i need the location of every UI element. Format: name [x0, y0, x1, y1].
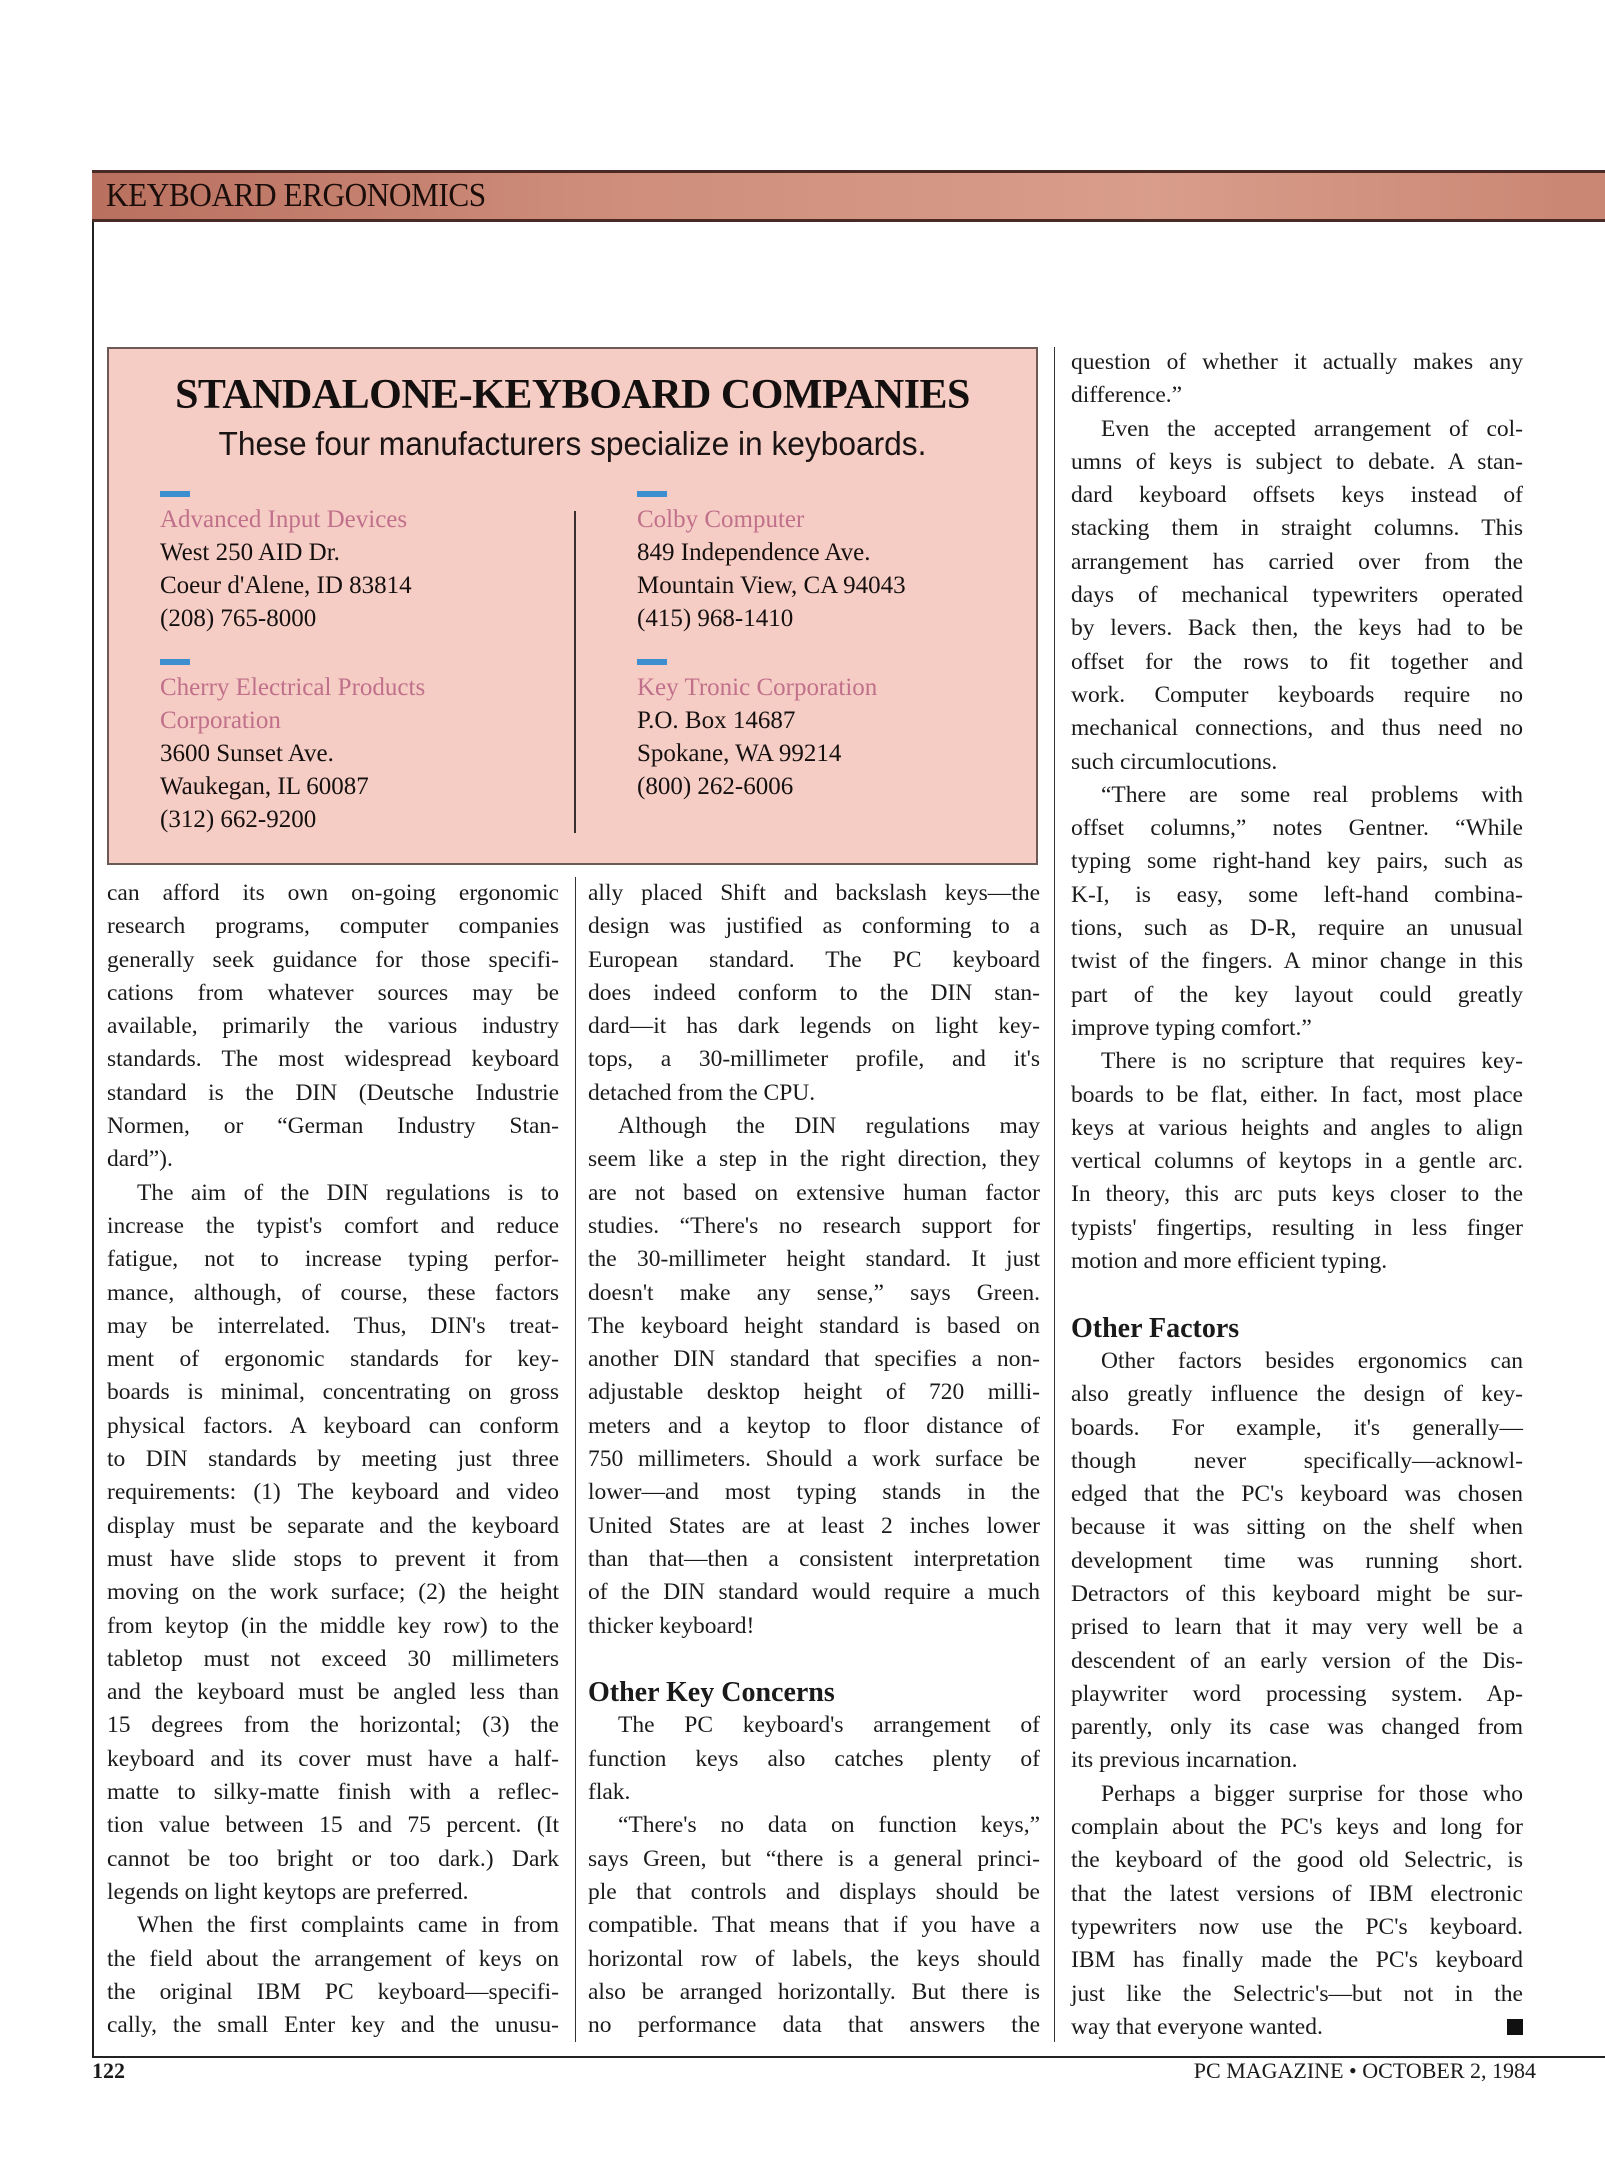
end-mark-icon	[1507, 2019, 1523, 2035]
text-line: boards to be flat, either. In fact, most place	[1071, 1081, 1523, 1108]
text-line: may be interrelated. Thus, DIN's treat-	[107, 1312, 559, 1339]
text-line: of the DIN standard would require a much	[588, 1579, 1040, 1606]
sidebar-subtitle: These four manufacturers specialize in keyboards.	[218, 425, 927, 462]
text-line: arrangement has carried over from the	[1071, 548, 1523, 575]
text-line: cannot be too bright or too dark.) Dark	[107, 1845, 559, 1872]
text-line: matte to silky-matte finish with a reflec-	[107, 1779, 559, 1806]
text-line: When the first complaints came in from	[137, 1912, 559, 1939]
text-line: also greatly influence the design of key-	[1071, 1381, 1523, 1408]
company-name: Cherry Electrical Products	[160, 674, 426, 701]
company-phone: (415) 968-1410	[637, 605, 794, 632]
paragraph	[1071, 779, 1523, 1045]
text-line: prised to learn that it may very well be a	[1071, 1614, 1523, 1641]
text-line: Other factors besides ergonomics can	[1101, 1347, 1523, 1374]
text-line: keys at various heights and angles to align	[1071, 1114, 1523, 1141]
text-line: just like the Selectric's—but not in the	[1071, 1980, 1523, 2007]
text-line: are not based on extensive human factor	[588, 1179, 1040, 1206]
text-line: meters and a keytop to floor distance of	[588, 1412, 1040, 1439]
text-line: boards. For example, it's generally—	[1071, 1414, 1523, 1441]
company-entry	[637, 491, 1057, 635]
accent-bar	[160, 659, 190, 665]
company-name-continued: Corporation	[160, 707, 281, 734]
text-line: Although the DIN regulations may	[618, 1113, 1040, 1140]
text-line: display must be separate and the keyboard	[107, 1512, 559, 1539]
sidebar-box	[107, 347, 1038, 865]
text-line: work. Computer keyboards require no	[1071, 681, 1523, 708]
text-line: motion and more efficient typing.	[1071, 1248, 1388, 1275]
text-line: no performance data that answers the	[588, 2012, 1040, 2039]
text-line: standard is the DIN (Deutsche Industrie	[107, 1079, 559, 1106]
text-line: Even the accepted arrangement of col-	[1101, 415, 1523, 442]
text-line: also be arranged horizontally. But there is	[588, 1978, 1040, 2005]
text-line: because it was sitting on the shelf when	[1071, 1514, 1523, 1541]
company-city: Spokane, WA 99214	[637, 740, 842, 767]
text-line: available, primarily the various industry	[107, 1013, 559, 1040]
text-line: physical factors. A keyboard can conform	[107, 1412, 559, 1439]
text-line: cations from whatever sources may be	[107, 979, 559, 1006]
text-line: parently, only its case was changed from	[1071, 1714, 1523, 1741]
paragraph	[107, 1909, 559, 2042]
text-line: typing some right-hand key pairs, such as	[1071, 848, 1523, 875]
text-line: though never specifically—acknowl-	[1071, 1447, 1523, 1474]
section-heading: Other Key Concerns	[588, 1677, 835, 1709]
company-entry	[637, 659, 1057, 803]
company-address: West 250 AID Dr.	[160, 539, 340, 566]
paragraph	[588, 1110, 1040, 1643]
text-line: vertical columns of keytops in a gentle arc.	[1071, 1148, 1523, 1175]
text-line: compatible. That means that if you have a	[588, 1912, 1040, 1939]
paragraph	[107, 1177, 559, 1910]
text-line: mance, although, of course, these factors	[107, 1279, 559, 1306]
text-line: days of mechanical typewriters operated	[1071, 582, 1523, 609]
text-line: thicker keyboard!	[588, 1612, 755, 1639]
company-name: Key Tronic Corporation	[637, 674, 878, 701]
text-line: requirements: (1) The keyboard and video	[107, 1479, 559, 1506]
text-line: offset for the rows to fit together and	[1071, 648, 1523, 675]
paragraph	[1071, 1778, 1523, 2044]
company-name: Advanced Input Devices	[160, 506, 408, 533]
text-line: way that everyone wanted.	[1071, 2011, 1523, 2044]
company-city: Mountain View, CA 94043	[637, 572, 906, 599]
text-line: dard”).	[107, 1146, 173, 1173]
page-number: 122	[92, 2058, 125, 2083]
paragraph	[1071, 413, 1523, 779]
paragraph	[588, 877, 1040, 1110]
accent-bar	[160, 491, 190, 497]
text-line: tabletop must not exceed 30 millimeters	[107, 1645, 559, 1672]
paragraph	[1071, 1345, 1523, 1778]
text-line: the 30-millimeter height standard. It just	[588, 1246, 1040, 1273]
company-phone: (800) 262-6006	[637, 773, 794, 800]
text-line: cally, the small Enter key and the unusu-	[107, 2012, 559, 2039]
sidebar-title: STANDALONE-KEYBOARD COMPANIES	[175, 372, 970, 418]
text-line: tion value between 15 and 75 percent. (It	[107, 1812, 559, 1839]
text-line: tops, a 30-millimeter profile, and it's	[588, 1046, 1040, 1073]
text-line: dard keyboard offsets keys instead of	[1071, 482, 1523, 509]
text-line: “There's no data on function keys,”	[618, 1812, 1040, 1839]
text-line: by levers. Back then, the keys had to be	[1071, 615, 1523, 642]
text-line: can afford its own on-going ergonomic	[107, 880, 559, 906]
text-line: The keyboard height standard is based on	[588, 1312, 1040, 1339]
section-heading: Other Factors	[1071, 1312, 1240, 1344]
text-line: The aim of the DIN regulations is to	[137, 1179, 559, 1206]
paragraph	[588, 1709, 1040, 1809]
text-line: dard—it has dark legends on light key-	[588, 1013, 1040, 1040]
text-line: flak.	[588, 1779, 631, 1806]
text-line: edged that the PC's keyboard was chosen	[1071, 1481, 1523, 1508]
text-line: stacking them in straight columns. This	[1071, 515, 1523, 542]
accent-bar	[637, 659, 667, 665]
text-line: the field about the arrangement of keys on	[107, 1945, 559, 1972]
text-line: function keys also catches plenty of	[588, 1745, 1040, 1772]
paragraph	[107, 877, 559, 1177]
text-line: mechanical connections, and thus need no	[1071, 715, 1523, 742]
paragraph	[1071, 1045, 1523, 1278]
text-line: typewriters now use the PC's keyboard.	[1071, 1913, 1523, 1940]
text-line: keyboard and its cover must have a half-	[107, 1745, 559, 1772]
text-line: offset columns,” notes Gentner. “While	[1071, 815, 1523, 842]
text-line: descendent of an early version of the Dis-	[1071, 1647, 1523, 1674]
text-line: its previous incarnation.	[1071, 1747, 1298, 1774]
company-entry	[160, 491, 580, 635]
text-line: European standard. The PC keyboard	[588, 946, 1040, 973]
text-line: moving on the work surface; (2) the height	[107, 1579, 559, 1606]
text-line: “There are some real problems with	[1101, 781, 1523, 808]
paragraph	[1071, 346, 1523, 413]
text-line: improve typing comfort.”	[1071, 1014, 1312, 1041]
text-line: such circumlocutions.	[1071, 748, 1278, 775]
text-line: IBM has finally made the PC's keyboard	[1071, 1947, 1523, 1974]
text-line: that the latest versions of IBM electronic	[1071, 1880, 1523, 1907]
text-line: boards is minimal, concentrating on gross	[107, 1379, 559, 1406]
section-header-band	[92, 170, 1605, 222]
company-address: 3600 Sunset Ave.	[160, 740, 334, 767]
left-page-rule	[92, 222, 94, 2057]
company-address: P.O. Box 14687	[637, 707, 796, 734]
text-line: lower—and most typing stands in the	[588, 1479, 1040, 1506]
text-line: fatigue, not to increase typing perfor-	[107, 1246, 559, 1273]
text-line: than that—then a consistent interpretation	[588, 1545, 1040, 1572]
text-line: to DIN standards by meeting just three	[107, 1446, 559, 1473]
text-line: umns of keys is subject to debate. A stan-	[1071, 448, 1523, 475]
text-line: In theory, this arc puts keys closer to the	[1071, 1181, 1523, 1208]
text-line: doesn't make any sense,” says Green.	[588, 1279, 1040, 1306]
text-line: the original IBM PC keyboard—specifi-	[107, 1978, 559, 2005]
text-line: horizontal row of labels, the keys should	[588, 1945, 1040, 1972]
text-line: tions, such as D-R, require an unusual	[1071, 915, 1523, 942]
text-line: generally seek guidance for those specifi-	[107, 946, 559, 973]
text-line: seem like a step in the right direction, they	[588, 1146, 1040, 1173]
text-line: legends on light keytops are preferred.	[107, 1878, 469, 1905]
text-line: from keytop (in the middle key row) to the	[107, 1612, 559, 1639]
text-line: must have slide stops to prevent it from	[107, 1545, 559, 1572]
paragraph	[588, 1809, 1040, 2042]
text-line: detached from the CPU.	[588, 1079, 816, 1106]
company-name: Colby Computer	[637, 506, 805, 533]
text-line: K-I, is easy, some left-hand combina-	[1071, 881, 1523, 908]
section-header-title: KEYBOARD ERGONOMICS	[106, 177, 486, 214]
text-line: Detractors of this keyboard might be sur-	[1071, 1580, 1523, 1607]
text-line: and the keyboard must be angled less than	[107, 1679, 559, 1706]
article-column-1	[107, 877, 559, 2042]
company-city: Coeur d'Alene, ID 83814	[160, 572, 412, 599]
text-line: part of the key layout could greatly	[1071, 981, 1523, 1008]
text-line: the keyboard of the good old Selectric, is	[1071, 1847, 1523, 1874]
company-phone: (208) 765-8000	[160, 605, 317, 632]
text-line: standards. The most widespread keyboard	[107, 1046, 559, 1073]
text-line: United States are at least 2 inches lower	[588, 1512, 1040, 1539]
text-line: 750 millimeters. Should a work surface be	[588, 1446, 1040, 1473]
text-line: Perhaps a bigger surprise for those who	[1101, 1780, 1523, 1807]
article-column-3	[1071, 346, 1523, 2044]
column-rule	[575, 877, 576, 2042]
text-line: studies. “There's no research support for	[588, 1212, 1040, 1239]
text-line: There is no scripture that requires key-	[1101, 1048, 1523, 1075]
text-line: twist of the fingers. A minor change in this	[1071, 948, 1523, 975]
accent-bar	[637, 491, 667, 497]
text-line: adjustable desktop height of 720 milli-	[588, 1379, 1040, 1406]
text-line: typists' fingertips, resulting in less finger	[1071, 1214, 1523, 1241]
text-line: ment of ergonomic standards for key-	[107, 1346, 559, 1373]
publication-line: PC MAGAZINE • OCTOBER 2, 1984	[1193, 2058, 1536, 2083]
text-line: another DIN standard that specifies a non-	[588, 1346, 1040, 1373]
text-line: playwriter word processing system. Ap-	[1071, 1680, 1523, 1707]
text-line: increase the typist's comfort and reduce	[107, 1212, 559, 1239]
text-line: development time was running short.	[1071, 1547, 1523, 1574]
article-column-2	[588, 877, 1040, 2042]
company-entry	[160, 659, 580, 836]
text-line: design was justified as conforming to a	[588, 913, 1040, 940]
text-line: 15 degrees from the horizontal; (3) the	[107, 1712, 559, 1739]
text-line: The PC keyboard's arrangement of	[618, 1712, 1040, 1739]
text-line: ally placed Shift and backslash keys—the	[588, 880, 1040, 906]
text-line: Normen, or “German Industry Stan-	[107, 1113, 559, 1140]
text-line: complain about the PC's keys and long for	[1071, 1814, 1523, 1841]
company-phone: (312) 662-9200	[160, 806, 317, 833]
text-line: does indeed conform to the DIN stan-	[588, 979, 1040, 1006]
text-line: ple that controls and displays should be	[588, 1878, 1040, 1905]
text-line: question of whether it actually makes any	[1071, 349, 1523, 375]
text-line: difference.”	[1071, 382, 1183, 409]
company-city: Waukegan, IL 60087	[160, 773, 369, 800]
text-line: says Green, but “there is a general princi-	[588, 1845, 1040, 1872]
text-line: research programs, computer companies	[107, 913, 559, 940]
company-address: 849 Independence Ave.	[637, 539, 871, 566]
